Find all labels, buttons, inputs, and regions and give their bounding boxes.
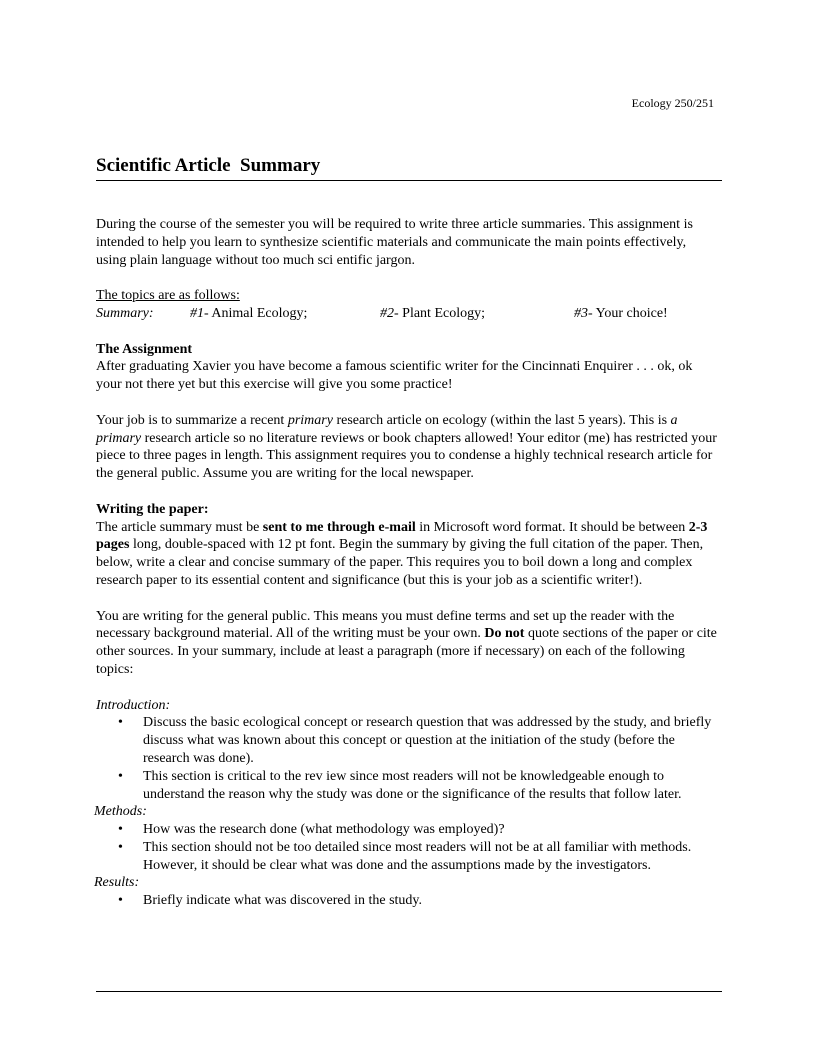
footer-divider xyxy=(96,991,722,992)
title-divider xyxy=(96,180,722,181)
list-item: • This section is critical to the rev iew since most readers will not be knowledgeable enough to understand the reason why the study was done or the significance of the results that follow later. xyxy=(118,768,682,802)
intro-paragraph: During the course of the semester you will be required to write three article summaries. This assignment is intended to help you learn to synthesize scientific materials and communicate the main points effectively, using plain language without too much sci entific jargon. xyxy=(96,217,693,268)
assignment-heading: The Assignment xyxy=(96,341,193,357)
page-title: Scientific Article Summary xyxy=(96,155,321,176)
methods-label: Methods: xyxy=(94,804,147,820)
list-item: • Briefly indicate what was discovered in the study. xyxy=(118,893,423,909)
topic-1: #1- Animal Ecology; xyxy=(190,305,308,321)
list-item: • This section should not be too detailed since most readers will not be at all familiar with methods. However, it should be clear what was done and the assumptions made by the investigators. xyxy=(118,839,692,873)
course-label: Ecology 250/251 xyxy=(631,96,714,110)
writing-paragraph-1: The article summary must be sent to me through e-mail in Microsoft word format. It should be between 2-3 pages long, double-spaced with 12 pt font. Begin the summary by giving the full citation of the paper. Then, below, write a clear and concise summary of the paper. This requires you to boil down a long and complex research paper to its essential content and significance (but this is your job as a scientific writer!). xyxy=(96,519,708,588)
writing-paragraph-2: You are writing for the general public. This means you must define terms and set up the reader with the necessary background material. All of the writing must be your own. Do not quote sections of the paper or cite other sources. In your summary, include at least a paragraph (more if necessary) on each of the following topics: xyxy=(96,608,717,677)
results-label: Results: xyxy=(94,875,140,891)
list-item: • Discuss the basic ecological concept or research question that was addressed by the study, and briefly discuss what was known about this concept or question at the initiation of the study (before the research was done). xyxy=(118,715,712,766)
results-list xyxy=(96,892,718,910)
topics-summary-label: Summary: xyxy=(96,305,154,321)
topic-2: #2- Plant Ecology; xyxy=(380,305,485,321)
topics-heading: The topics are as follows: xyxy=(96,288,240,304)
topic-3: #3- Your choice! xyxy=(574,305,668,321)
topics-row xyxy=(96,305,718,323)
introduction-label: Introduction: xyxy=(96,697,171,713)
list-item: • How was the research done (what methodology was employed)? xyxy=(118,822,505,838)
writing-heading: Writing the paper: xyxy=(96,501,209,517)
assignment-paragraph-2: Your job is to summarize a recent primary research article on ecology (within the last 5 years). This is a primary research article so no literature reviews or book chapters allowed! Your editor (me) has restricted your piece to three pages in length. This assignment requires you to condense a highly technical research article for the general public. Assume you are writing for the local newspaper. xyxy=(96,412,717,482)
document-body xyxy=(96,216,718,910)
assignment-paragraph-1: After graduating Xavier you have become a famous scientific writer for the Cincinnati Enquirer . . . ok, ok your not there yet but this exercise will give you some practice! xyxy=(96,359,693,393)
methods-list xyxy=(96,821,718,874)
introduction-list xyxy=(96,714,718,803)
